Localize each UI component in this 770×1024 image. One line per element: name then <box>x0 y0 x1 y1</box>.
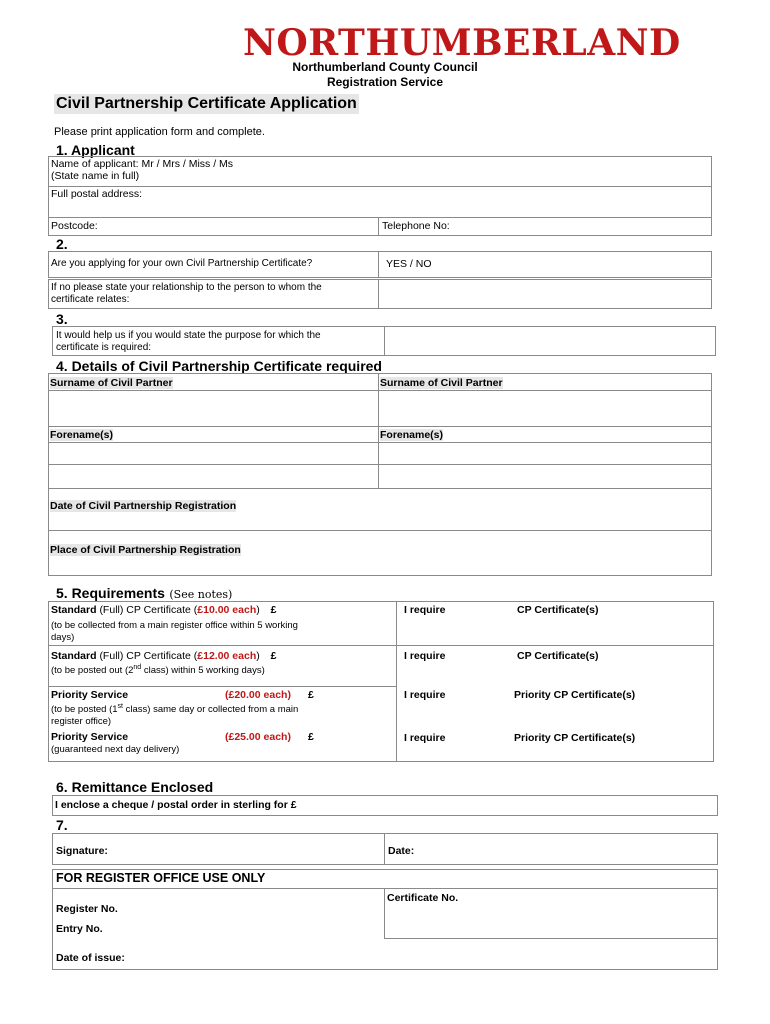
priority-25-price: (£25.00 each) <box>225 731 291 743</box>
priority-25-name: Priority Service <box>51 731 129 743</box>
description-line: days) <box>51 632 75 643</box>
surname-right-label: Surname of Civil Partner <box>380 377 503 389</box>
entry-number-label: Entry No. <box>56 923 103 935</box>
registration-place-label: Place of Civil Partnership Registration <box>50 544 241 556</box>
register-number-label: Register No. <box>56 903 118 915</box>
option-close-paren: ) <box>256 604 260 616</box>
description-line: class) same day or collected from a main <box>123 704 299 715</box>
description-line: class) within 5 working days) <box>141 665 265 676</box>
date-field[interactable]: Date: <box>388 845 415 857</box>
option-name: Standard <box>51 650 97 662</box>
surname-right-input[interactable] <box>380 392 710 424</box>
section-2-title: 2. <box>56 236 68 252</box>
option-price: £12.00 each <box>197 650 257 662</box>
relationship-label-line2: certificate relates: <box>51 294 130 305</box>
standard-10-description <box>51 620 298 644</box>
section-3-title: 3. <box>56 311 68 327</box>
northumberland-logo: NORTHUMBERLAND <box>243 22 681 64</box>
section-5-title: 5. Requirements <box>56 585 165 601</box>
priority-25-pound: £ <box>308 731 314 743</box>
option-pound-sign: £ <box>270 650 277 662</box>
standard-10-option <box>51 604 277 616</box>
applicant-name-label[interactable]: Name of applicant: Mr / Mrs / Miss / Ms <box>51 158 234 170</box>
signature-box <box>52 833 718 865</box>
council-name: Northumberland County Council <box>292 60 478 74</box>
forename-left-label: Forename(s) <box>50 429 114 441</box>
description-line: (to be posted out (2 <box>51 665 134 676</box>
relationship-label-line1: If no please state your relationship to the person to whom the <box>51 282 322 293</box>
registration-date-label: Date of Civil Partnership Registration <box>50 500 237 512</box>
option-price: £10.00 each <box>197 604 257 616</box>
priority-20-pound: £ <box>308 689 314 701</box>
standard-12-require[interactable]: I require <box>404 650 446 662</box>
description-line: register office) <box>51 716 112 727</box>
option-close-paren: ) <box>256 650 260 662</box>
priority-25-description: (guaranteed next day delivery) <box>51 744 180 755</box>
description-line: (to be posted (1 <box>51 704 118 715</box>
standard-10-certificate: CP Certificate(s) <box>517 604 599 616</box>
postcode-field[interactable]: Postcode: <box>51 220 98 232</box>
form-title: Civil Partnership Certificate Application <box>56 95 357 112</box>
priority-25-require[interactable]: I require <box>404 732 446 744</box>
standard-10-require[interactable]: I require <box>404 604 446 616</box>
surname-left-label: Surname of Civil Partner <box>50 377 173 389</box>
office-use-title: FOR REGISTER OFFICE USE ONLY <box>56 871 266 885</box>
priority-20-description <box>51 704 298 728</box>
surname-left-input[interactable] <box>50 392 376 424</box>
relationship-input[interactable] <box>380 281 710 307</box>
service-name: Registration Service <box>326 75 444 89</box>
purpose-label-line2: certificate is required: <box>56 342 152 353</box>
standard-12-certificate: CP Certificate(s) <box>517 650 599 662</box>
purpose-label-line1: It would help us if you would state the purpose for which the <box>56 330 321 341</box>
yes-no-answer[interactable]: YES / NO <box>386 258 432 270</box>
superscript: st <box>117 702 123 710</box>
own-certificate-question: Are you applying for your own Civil Partnership Certificate? <box>51 258 313 269</box>
date-of-issue-label: Date of issue: <box>56 952 125 964</box>
option-name: Standard <box>51 604 97 616</box>
option-qualifier: (Full) CP Certificate ( <box>99 604 198 616</box>
description-line: (to be collected from a main register office within 5 working <box>51 620 298 631</box>
priority-20-name: Priority Service <box>51 689 129 701</box>
forename-right-input[interactable] <box>380 444 710 486</box>
section-1-title: 1. Applicant <box>56 142 135 158</box>
telephone-field[interactable]: Telephone No: <box>382 220 450 232</box>
form-instruction: Please print application form and complete. <box>54 126 265 138</box>
applicant-name-hint: (State name in full) <box>51 170 140 182</box>
remittance-label[interactable]: I enclose a cheque / postal order in sterling for £ <box>55 799 297 811</box>
purpose-input[interactable] <box>386 328 714 354</box>
forename-right-label: Forename(s) <box>380 429 444 441</box>
registration-date-input[interactable] <box>270 490 710 528</box>
postal-address-field[interactable]: Full postal address: <box>51 188 143 200</box>
section-7-title: 7. <box>56 817 68 833</box>
standard-12-description <box>51 665 265 677</box>
option-qualifier: (Full) CP Certificate ( <box>99 650 198 662</box>
priority-20-price: (£20.00 each) <box>225 689 291 701</box>
standard-12-option <box>51 650 277 662</box>
priority-25-certificate: Priority CP Certificate(s) <box>514 732 636 744</box>
certificate-number-label: Certificate No. <box>387 892 459 904</box>
superscript: nd <box>133 663 142 671</box>
forename-left-input[interactable] <box>50 444 376 486</box>
signature-field[interactable]: Signature: <box>56 845 108 857</box>
section-6-title: 6. Remittance Enclosed <box>56 779 214 795</box>
registration-place-input[interactable] <box>262 532 710 574</box>
priority-20-certificate: Priority CP Certificate(s) <box>514 689 636 701</box>
section-4-title: 4. Details of Civil Partnership Certificate required <box>56 358 382 374</box>
option-pound-sign: £ <box>270 604 277 616</box>
priority-20-require[interactable]: I require <box>404 689 446 701</box>
see-notes-label: (See notes) <box>169 588 233 601</box>
